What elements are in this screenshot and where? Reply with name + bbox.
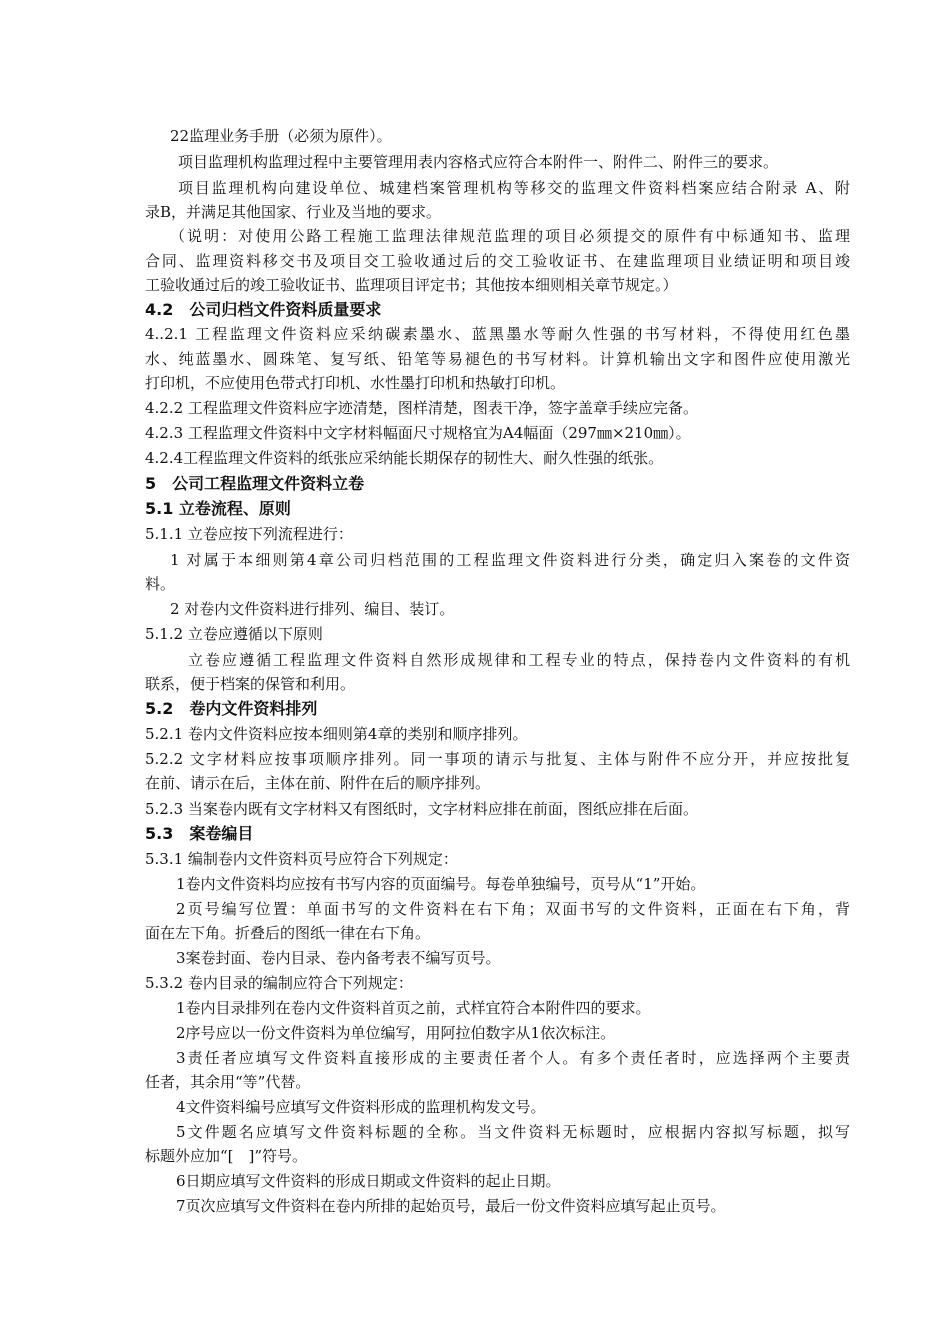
chapter-heading: 5 公司工程监理文件资料立卷: [145, 474, 365, 493]
text-line: 1卷内目录排列在卷内文件资料首页之前，式样宜符合本附件四的要求。: [176, 999, 651, 1017]
text-line: 面在左下角。折叠后的图纸一律在右下角。: [145, 924, 431, 942]
text-line: 工验收通过后的竣工验收证书、监理项目评定书；其他按本细则相关章节规定。）: [145, 276, 678, 294]
text-line: 联系，便于档案的保管和利用。: [145, 675, 356, 693]
text-line: 4文件资料编号应填写文件资料形成的监理机构发文号。: [176, 1098, 546, 1116]
text-line: 7页次应填写文件资料在卷内所排的起始页号，最后一份文件资料应填写起止页号。: [176, 1197, 726, 1215]
section-heading: 5.1 立卷流程、原则: [145, 499, 291, 518]
text-line: 2页号编写位置：单面书写的文件资料在右下角；双面书写的文件资料，正面在右下角，背: [176, 900, 850, 918]
text-line: 2 对卷内文件资料进行排列、编目、装订。: [170, 600, 455, 618]
text-line: 5文件题名应填写文件资料标题的全称。当文件资料无标题时，应根据内容拟写标题，拟写: [176, 1123, 850, 1141]
text-line: 5.1.2 立卷应遵循以下原则: [145, 625, 323, 643]
text-line: 4.2.2 工程监理文件资料应字迹清楚，图样清楚，图表干净，签字盖章手续应完备。: [145, 399, 698, 417]
text-line: 4.2.4工程监理文件资料的纸张应采纳能长期保存的韧性大、耐久性强的纸张。: [145, 449, 664, 467]
text-line: 5.2.1 卷内文件资料应按本细则第4章的类别和顺序排列。: [145, 725, 528, 743]
text-line: 3案卷封面、卷内目录、卷内备考表不编写页号。: [176, 949, 501, 967]
text-line: 4.2.3 工程监理文件资料中文字材料幅面尺寸规格宜为A4幅面（297㎜×210㎜）。: [145, 424, 691, 442]
text-line: 水、纯蓝墨水、圆珠笔、复写纸、铅笔等易褪色的书写材料。计算机输出文字和图件应使用激光: [145, 350, 850, 368]
text-line: 22监理业务手册（必须为原件）。: [170, 127, 392, 145]
text-line: 5.2.2 文字材料应按事项顺序排列。同一事项的请示与批复、主体与附件不应分开，并应按批复: [145, 750, 850, 768]
text-line: 立卷应遵循工程监理文件资料自然形成规律和工程专业的特点，保持卷内文件资料的有机: [188, 651, 850, 669]
text-line: 合同、监理资料移交书及项目交工验收通过后的交工验收证书、在建监理项目业绩证明和项目竣: [145, 252, 850, 270]
text-line: 6日期应填写文件资料的形成日期或文件资料的起止日期。: [176, 1172, 561, 1190]
text-line: 1 对属于本细则第4章公司归档范围的工程监理文件资料进行分类，确定归入案卷的文件资: [170, 551, 850, 569]
section-heading: 4.2 公司归档文件资料质量要求: [145, 300, 382, 319]
section-heading: 5.2 卷内文件资料排列: [145, 699, 318, 718]
text-line: 4..2.1 工程监理文件资料应采纳碳素墨水、蓝黑墨水等耐久性强的书写材料，不得使用红色墨: [145, 325, 850, 343]
text-line: 标题外应加“[ ]”符号。: [145, 1147, 308, 1165]
text-line: 5.1.1 立卷应按下列流程进行：: [145, 525, 353, 543]
text-line: 5.3.2 卷内目录的编制应符合下列规定：: [145, 974, 413, 992]
text-line: 在前、请示在后，主体在前、附件在后的顺序排列。: [145, 774, 491, 792]
text-line: 5.3.1 编制卷内文件资料页号应符合下列规定：: [145, 850, 458, 868]
text-line: 料。: [145, 575, 176, 593]
text-line: 5.2.3 当案卷内既有文字材料又有图纸时，文字材料应排在前面，图纸应排在后面。: [145, 800, 698, 818]
text-line: （说明：对使用公路工程施工监理法律规范监理的项目必须提交的原件有中标通知书、监理: [170, 227, 850, 245]
section-heading: 5.3 案卷编目: [145, 824, 254, 843]
text-line: 打印机，不应使用色带式打印机、水性墨打印机和热敏打印机。: [145, 374, 566, 392]
text-line: 1卷内文件资料均应按有书写内容的页面编号。每卷单独编号，页号从“1”开始。: [176, 875, 706, 893]
text-line: 3责任者应填写文件资料直接形成的主要责任者个人。有多个责任者时，应选择两个主要责: [176, 1049, 850, 1067]
text-line: 录B，并满足其他国家、行业及当地的要求。: [145, 203, 442, 221]
text-line: 任者，其余用“等”代替。: [145, 1073, 311, 1091]
text-line: 2序号应以一份文件资料为单位编写，用阿拉伯数字从1依次标注。: [176, 1024, 616, 1042]
text-line: 项目监理机构向建设单位、城建档案管理机构等移交的监理文件资料档案应结合附录 A、附: [178, 179, 850, 197]
text-line: 项目监理机构监理过程中主要管理用表内容格式应符合本附件一、附件二、附件三的要求。: [178, 153, 779, 171]
